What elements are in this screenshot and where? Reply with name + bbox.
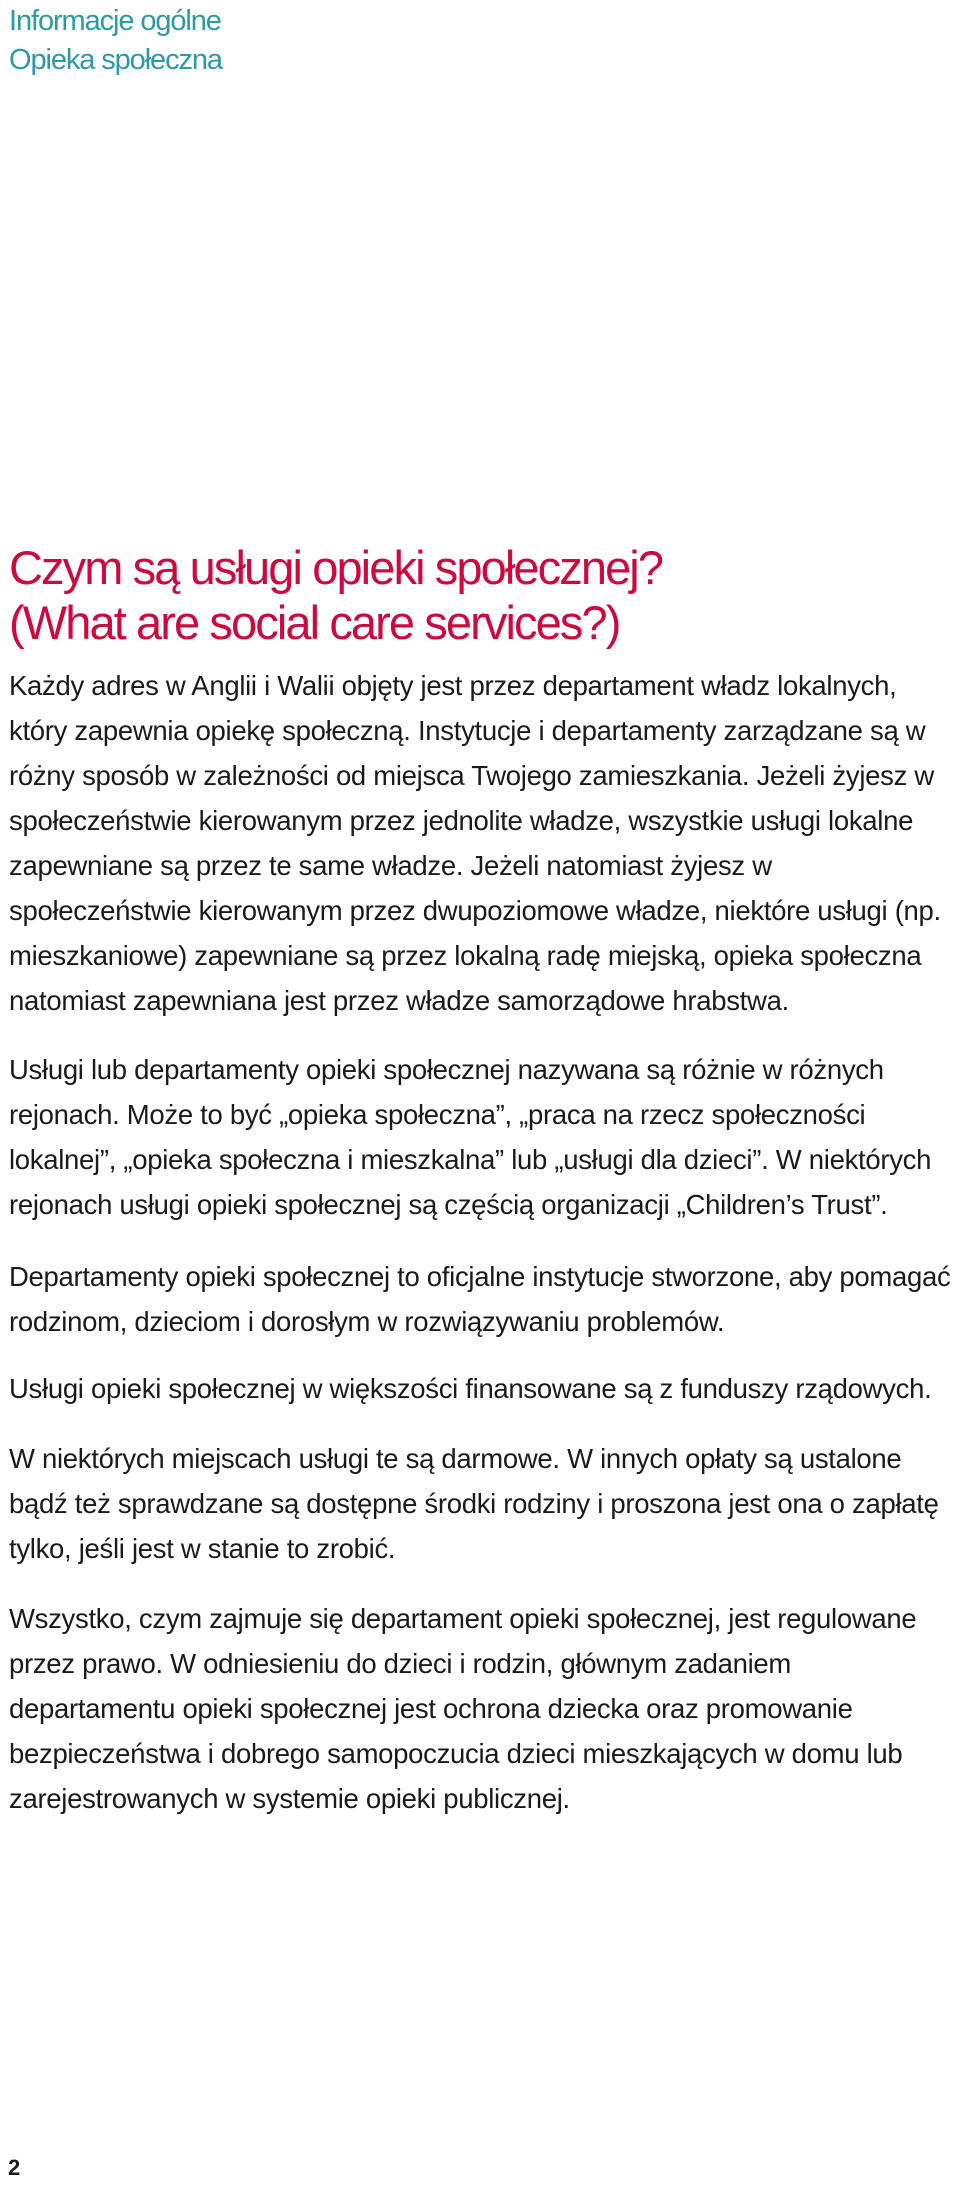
main-content: [9, 540, 959, 1821]
paragraph-fees: W niektórych miejscach usługi te są darmowe. W innych opłaty są ustalone bądź też sprawdzane są dostępne środki rodziny i proszona jest ona o zapłatę tylko, jeśli jest w stanie to zrobić.: [9, 1443, 939, 1564]
header-category: Informacje ogólne: [9, 5, 221, 37]
page-number: 2: [8, 2155, 21, 2180]
header-topic: Opieka społeczna: [9, 44, 222, 76]
paragraph-law: Wszystko, czym zajmuje się departament opieki społecznej, jest regulowane przez prawo. W odniesieniu do dzieci i rodzin, głównym zadaniem departamentu opieki społecznej jest ochrona dziecka oraz promowanie bezpieczeństwa i dobrego samopoczucia dzieci mieszkających w domu lub zarejestrowanych w systemie opieki publicznej.: [9, 1603, 917, 1814]
page-header: [9, 2, 709, 80]
paragraph-purpose: Departamenty opieki społecznej to oficjalne instytucje stworzone, aby pomagać rodzinom, dzieciom i dorosłym w rozwiązywaniu problemów.: [9, 1261, 951, 1337]
paragraph-naming: Usługi lub departamenty opieki społecznej nazywana są różnie w różnych rejonach. Może to być „opieka społeczna”, „praca na rzecz społeczności lokalnej”, „opieka społeczna i mieszkalna” lub „usługi dla dzieci”. W niektórych rejonach usługi opieki społecznej są częścią organizacji „Children’s Trust”.: [9, 1054, 932, 1220]
section-title-english: (What are social care services?): [9, 596, 620, 649]
section-title-polish: Czym są usługi opieki społecznej?: [9, 541, 663, 594]
paragraph-coverage: Każdy adres w Anglii i Walii objęty jest przez departament władz lokalnych, który zapewnia opiekę społeczną. Instytucje i departamenty zarządzane są w różny sposób w zależności od miejsca Twojego zamieszkania. Jeżeli żyjesz w społeczeństwie kierowanym przez jednolite władze, wszystkie usługi lokalne zapewniane są przez te same władze. Jeżeli natomiast żyjesz w społeczeństwie kierowanym przez dwupoziomowe władze, niektóre usługi (np. mieszkaniowe) zapewniane są przez lokalną radę miejską, opieka społeczna natomiast zapewniana jest przez władze samorządowe hrabstwa.: [9, 670, 941, 1016]
paragraph-funding: Usługi opieki społecznej w większości finansowane są z funduszy rządowych.: [9, 1373, 932, 1404]
section-title: [9, 540, 959, 650]
